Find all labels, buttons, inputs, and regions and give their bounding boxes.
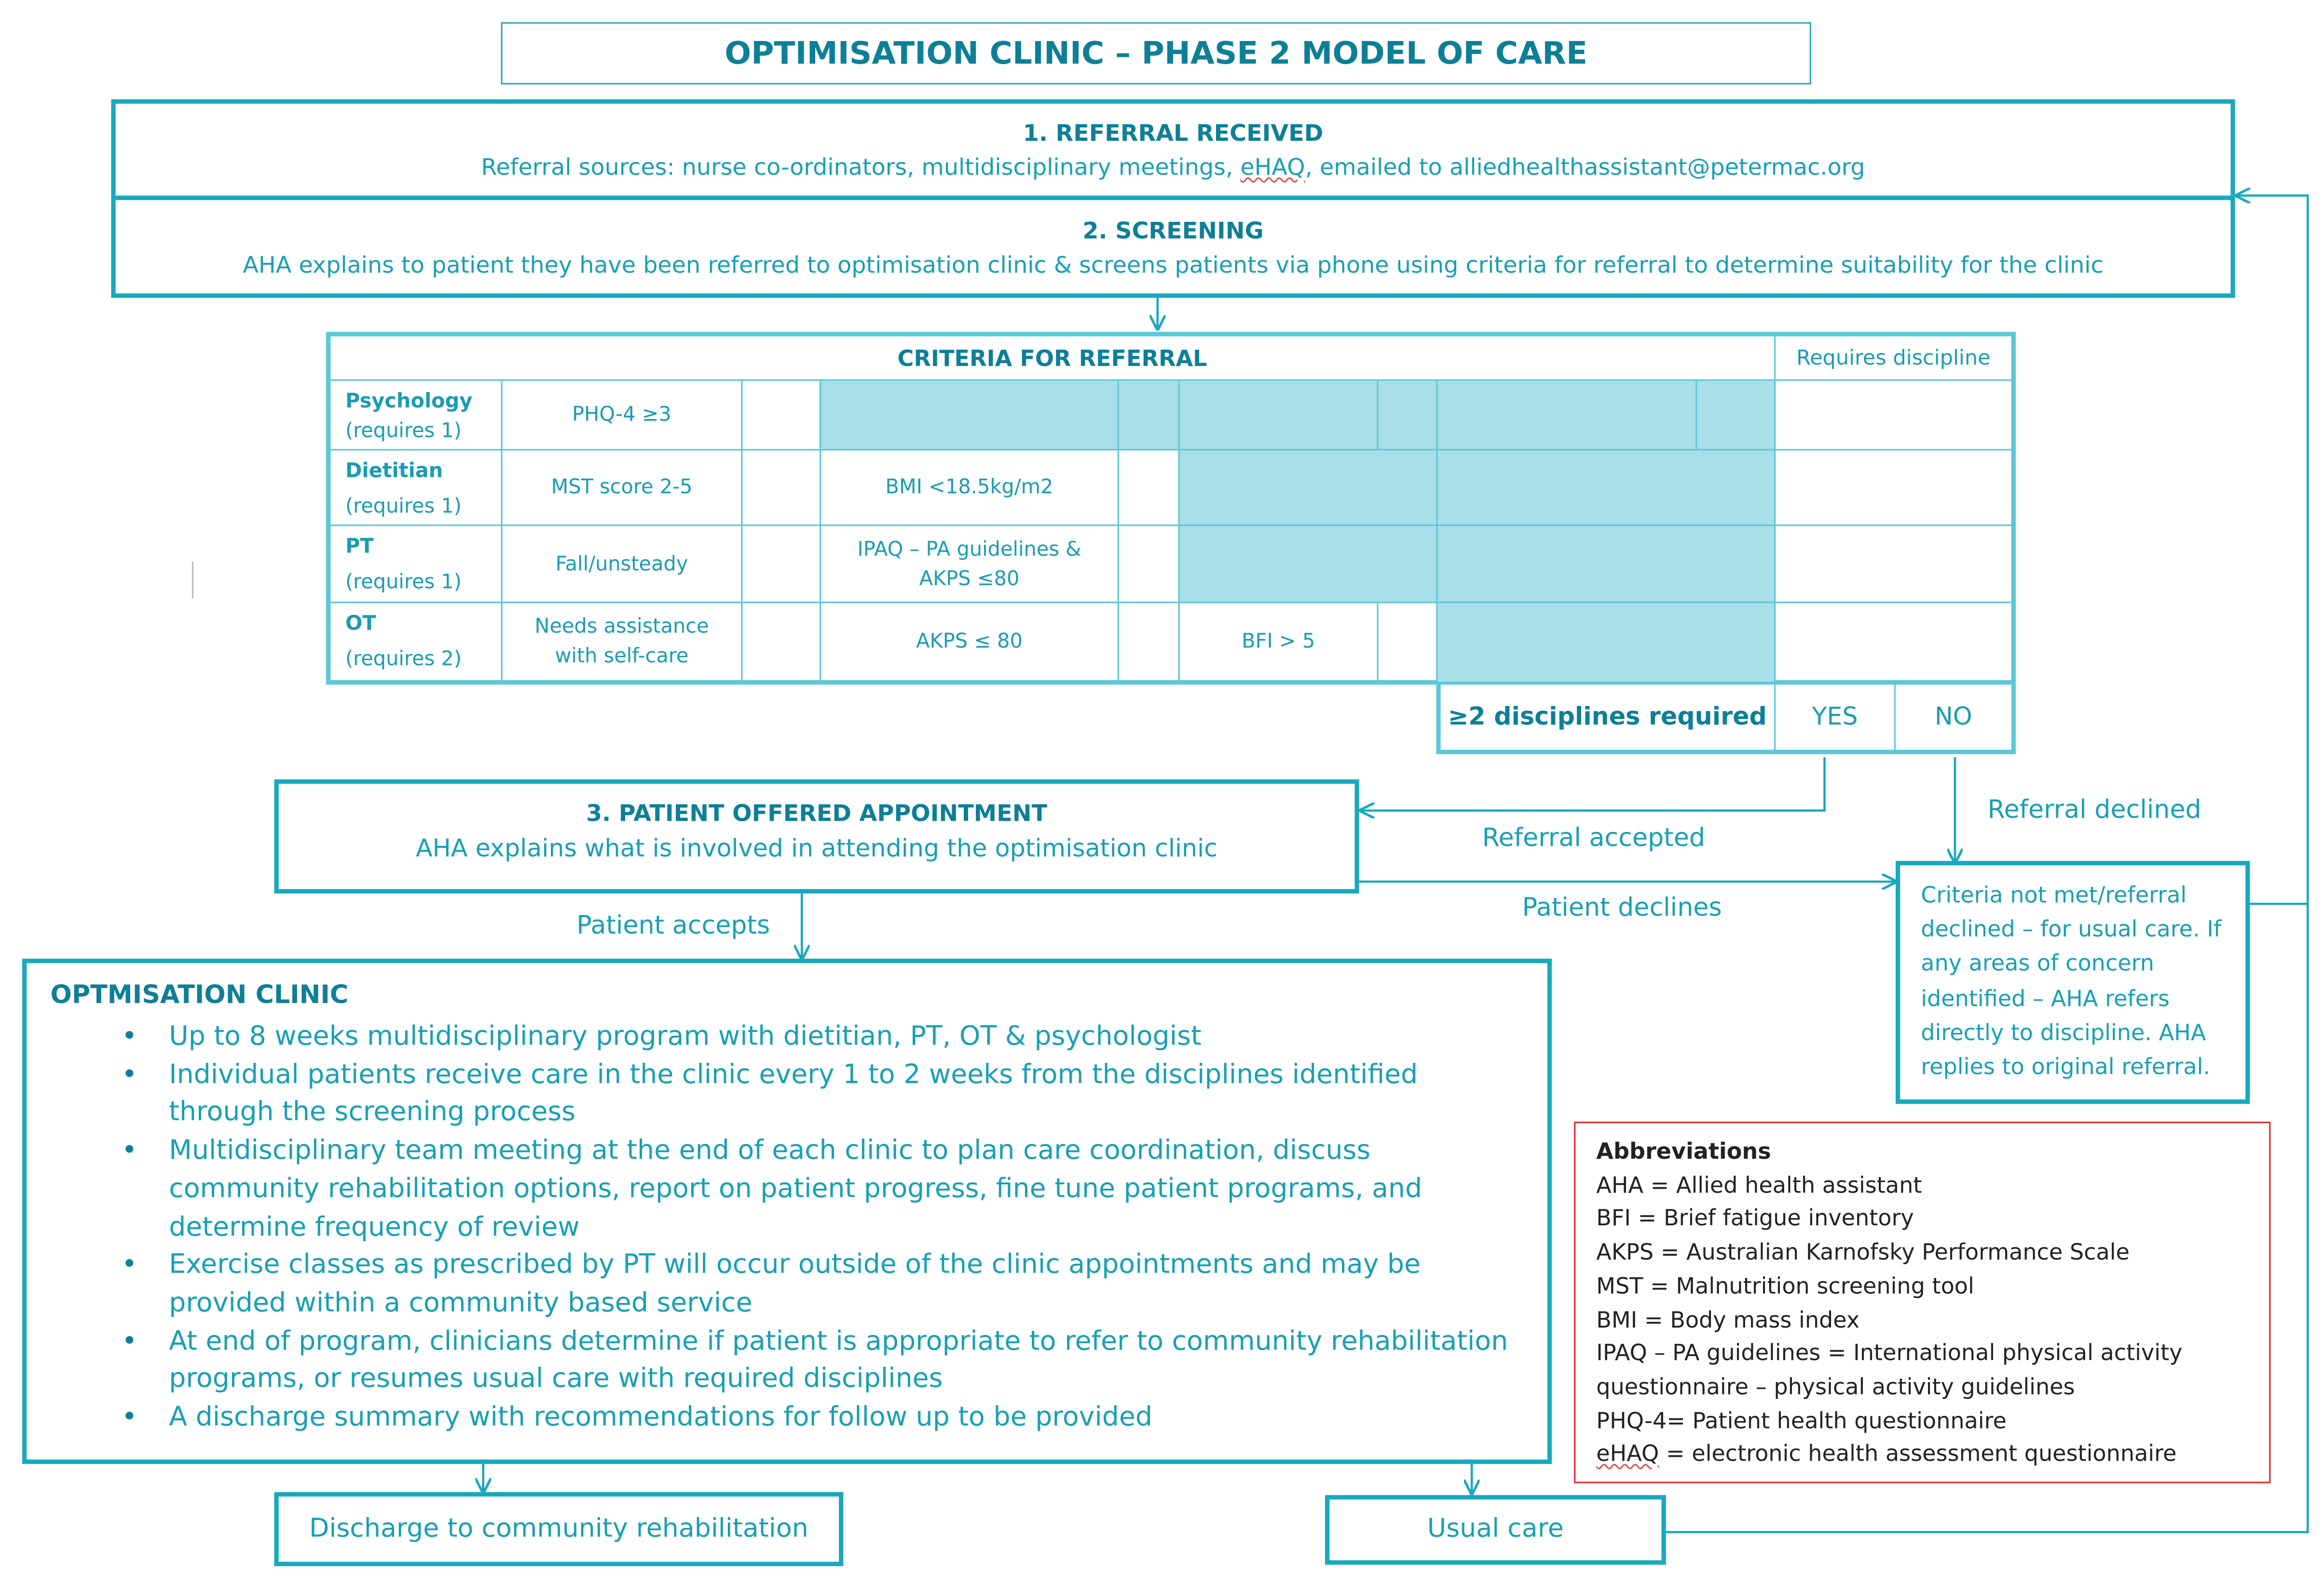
abbreviations-box	[1574, 1122, 2270, 1483]
requires-discipline-cell	[1774, 525, 2016, 603]
screening-box	[111, 196, 2235, 298]
criteria-cell: AKPS ≤ 80	[820, 602, 1119, 685]
appointment-box	[274, 779, 1359, 894]
criteria-cell-shaded	[1695, 380, 1776, 450]
clinic-bullet-list	[47, 1018, 1527, 1437]
decision-no: NO	[1894, 681, 2016, 754]
referral-received-heading: 1. REFERRAL RECEIVED	[1023, 120, 1324, 147]
list-item: BMI = Body mass index	[1596, 1306, 1860, 1333]
referral-received-text: Referral sources: nurse co-ordinators, multidisciplinary meetings, eHAQ, emailed to alliedhealthassistant@petermac.org	[481, 154, 1865, 181]
screening-text: AHA explains to patient they have been referred to optimisation clinic & screens patients via phone using criteria for referral to determine suitability for the clinic	[243, 252, 2104, 279]
patient-declines-label: Patient declines	[1522, 893, 1722, 923]
optimisation-clinic-box	[22, 959, 1552, 1464]
criteria-cell-empty	[1118, 525, 1180, 603]
list-item: AKPS = Australian Karnofsky Performance Scale	[1596, 1239, 2130, 1266]
criteria-cell: Fall/unsteady	[501, 525, 743, 603]
referral-received-box	[111, 99, 2235, 200]
list-item: PHQ-4= Patient health questionnaire	[1596, 1407, 2007, 1434]
criteria-cell-empty	[1118, 449, 1180, 526]
criteria-cell-shaded	[1118, 380, 1180, 450]
criteria-cell-empty	[1118, 602, 1180, 685]
list-item: eHAQ = electronic health assessment questionnaire	[1596, 1440, 2177, 1467]
criteria-cell-shaded	[1178, 449, 1438, 526]
discharge-box: Discharge to community rehabilitation	[274, 1492, 843, 1566]
criteria-cell: BFI > 5	[1178, 602, 1379, 685]
criteria-cell-empty	[741, 602, 821, 685]
criteria-row-label: Dietitian (requires 1)	[326, 449, 503, 526]
criteria-cell-shaded	[1178, 380, 1379, 450]
patient-accepts-label: Patient accepts	[576, 911, 770, 941]
referral-declined-box: Criteria not met/referral declined – for usual care. If any areas of concern identified – AHA refers directly to discipline. AHA replies to original referral.	[1896, 861, 2250, 1104]
list-item: • Up to 8 weeks multidisciplinary program with dietitian, PT, OT & psychologist	[169, 1018, 1527, 1056]
clinic-heading: OPTMISATION CLINIC	[50, 981, 349, 1011]
referral-accepted-label: Referral accepted	[1482, 824, 1705, 854]
criteria-cell-shaded	[1377, 380, 1438, 450]
criteria-cell-shaded	[1178, 525, 1438, 603]
list-item: MST = Malnutrition screening tool	[1596, 1272, 1974, 1300]
criteria-cell-shaded	[1436, 602, 1776, 685]
criteria-cell: BMI <18.5kg/m2	[820, 449, 1119, 526]
criteria-cell-empty	[741, 525, 821, 603]
requires-discipline-header: Requires discipline	[1774, 332, 2016, 380]
requires-discipline-cell	[1774, 380, 2016, 450]
list-item: BFI = Brief fatigue inventory	[1596, 1205, 1914, 1232]
screening-heading: 2. SCREENING	[1082, 217, 1264, 244]
requires-discipline-cell	[1774, 449, 2016, 526]
criteria-cell: IPAQ – PA guidelines & AKPS ≤80	[820, 525, 1119, 603]
criteria-cell-empty	[741, 380, 821, 450]
criteria-cell-empty	[1377, 602, 1438, 685]
arrow-yes-to-appointment	[1361, 757, 1825, 811]
list-item: • Multidisciplinary team meeting at the end of each clinic to plan care coordination, discuss community rehabilitation options, report on patient progress, fine tune patient programs, and determine frequency of review	[169, 1132, 1527, 1247]
criteria-cell: PHQ-4 ≥3	[501, 380, 743, 450]
referral-declined-label: Referral declined	[1987, 796, 2201, 826]
abbreviations-heading: Abbreviations	[1596, 1138, 1771, 1165]
disciplines-required-label: ≥2 disciplines required	[1436, 681, 1776, 754]
criteria-header: CRITERIA FOR REFERRAL	[326, 332, 1776, 380]
criteria-row-label: Psychology (requires 1)	[326, 380, 503, 450]
criteria-cell-shaded	[1436, 380, 1697, 450]
list-item: IPAQ – PA guidelines = International physical activity questionnaire – physical activity guidelines	[1596, 1340, 2183, 1400]
appointment-text: AHA explains what is involved in attending the optimisation clinic	[415, 834, 1218, 863]
criteria-cell-shaded	[1436, 525, 1776, 603]
requires-discipline-cell	[1774, 602, 2016, 685]
criteria-cell: Needs assistance with self-care	[501, 602, 743, 685]
appointment-heading: 3. PATIENT OFFERED APPOINTMENT	[586, 800, 1048, 827]
list-item: • A discharge summary with recommendations for follow up to be provided	[169, 1399, 1527, 1437]
criteria-cell-shaded	[1436, 449, 1776, 526]
list-item: • Exercise classes as prescribed by PT will occur outside of the clinic appointments and may be provided within a community based service	[169, 1247, 1527, 1323]
criteria-row-label: PT (requires 1)	[326, 525, 503, 603]
criteria-cell-empty	[741, 449, 821, 526]
criteria-row-label: OT (requires 2)	[326, 602, 503, 685]
usual-care-box: Usual care	[1325, 1495, 1666, 1564]
decision-yes: YES	[1774, 681, 1896, 754]
criteria-cell: MST score 2-5	[501, 449, 743, 526]
list-item: • Individual patients receive care in the clinic every 1 to 2 weeks from the disciplines identified through the screening process	[169, 1056, 1527, 1132]
page-title: OPTIMISATION CLINIC – PHASE 2 MODEL OF CARE	[501, 22, 1811, 84]
list-item: • At end of program, clinicians determine if patient is appropriate to refer to community rehabilitation programs, or resumes usual care with required disciplines	[169, 1323, 1527, 1399]
criteria-cell-shaded	[820, 380, 1119, 450]
list-item: AHA = Allied health assistant	[1596, 1171, 1922, 1198]
